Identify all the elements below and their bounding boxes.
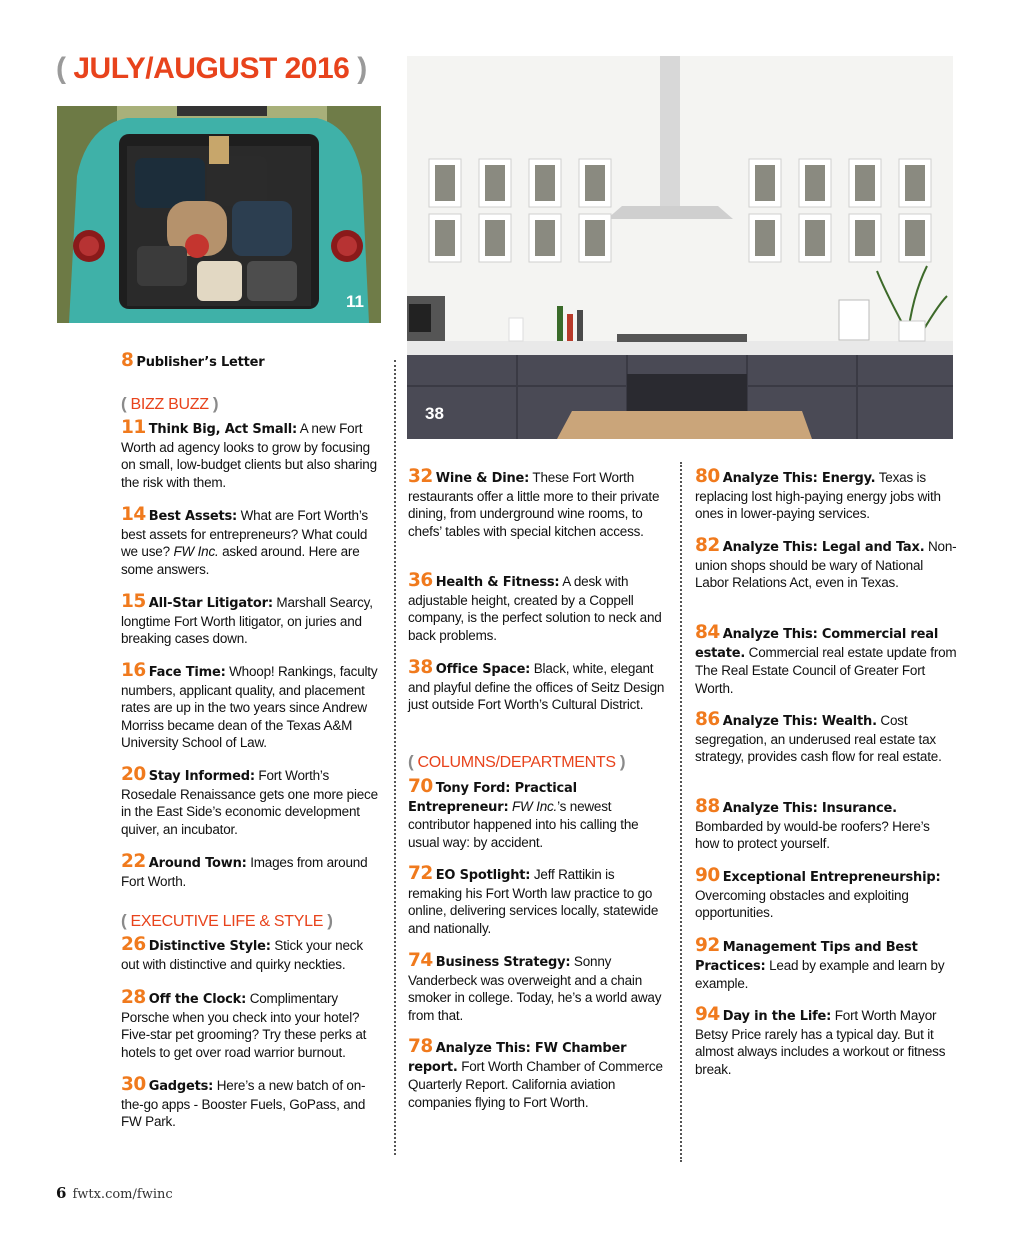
toc-entry xyxy=(121,766,383,838)
car-photo-page-number: 11 xyxy=(346,292,364,311)
page-number: 70 xyxy=(408,776,433,797)
entry-title: Analyze This: Legal and Tax. xyxy=(722,540,925,555)
toc-entry xyxy=(695,937,957,993)
column-divider-left xyxy=(394,360,396,1155)
page-number: 84 xyxy=(695,622,720,643)
entry-text: Lead by example and learn by example. xyxy=(695,957,945,991)
entry-title: Stay Informed: xyxy=(148,769,255,784)
entry-title: Exceptional Entrepreneurship: xyxy=(722,870,941,885)
entry-title: Around Town: xyxy=(148,856,247,871)
page-number: 90 xyxy=(695,865,720,886)
entry-title: Analyze This: Energy. xyxy=(722,471,876,486)
entry-title: Face Time: xyxy=(148,665,226,680)
page-number: 78 xyxy=(408,1036,433,1057)
toc-entry xyxy=(695,537,957,592)
entry-italic: FW Inc. xyxy=(508,798,558,814)
entry-text: Fort Worth Chamber of Commerce Quarterly Report. California aviation companies flying to Fort Worth. xyxy=(408,1058,663,1110)
entry-text: Complimentary Porsche when you check into your hotel? Five-star pet grooming? Try these perks at hotels to get over road warrior burnout. xyxy=(121,991,367,1060)
toc-entry xyxy=(408,659,670,714)
entry-title: Office Space: xyxy=(435,662,531,677)
entry-text: Fort Worth Mayor Betsy Price rarely has a typical day. But it almost always includes a workout or fitness break. xyxy=(695,1008,946,1077)
entry-text: These Fort Worth restaurants offer a little more to their private dining, from underground wine rooms, to chefs’ tables with special kitchen access. xyxy=(408,470,660,539)
toc-entry xyxy=(408,952,670,1024)
entry-title: Management Tips and Best Practices: xyxy=(695,940,918,974)
entry-text: Texas is replacing lost high-paying energy jobs with ones in lower-paying services. xyxy=(695,470,941,521)
kitchen-photo-page-number: 38 xyxy=(425,404,444,423)
toc-entry xyxy=(121,989,383,1061)
entry-text: Images from around Fort Worth. xyxy=(121,855,368,889)
page-number: 11 xyxy=(121,417,146,438)
toc-entry xyxy=(408,1038,670,1111)
toc-entry xyxy=(408,572,670,644)
entry-text: Fort Worth’s Rosedale Renaissance gets one more piece in the East Side’s economic development quiver, an incubator. xyxy=(121,768,378,837)
toc-entry xyxy=(695,468,957,523)
toc-entry xyxy=(695,1006,957,1078)
entry-text: Bombarded by would-be roofers? Here’s how to protect yourself. xyxy=(695,818,930,851)
entry-text: ’s newest contributor happened into his calling the usual way: by accident. xyxy=(408,798,639,850)
page-number: 92 xyxy=(695,935,720,956)
page-number: 82 xyxy=(695,535,720,556)
entry-title: Analyze This: Insurance. xyxy=(722,801,897,816)
toc-entry xyxy=(408,468,670,540)
car-trunk-photo xyxy=(57,106,381,323)
page-number: 22 xyxy=(121,851,146,872)
entry-title: Distinctive Style: xyxy=(148,939,271,954)
toc-entry xyxy=(695,867,957,922)
entry-title: Day in the Life: xyxy=(722,1009,832,1024)
entry-text: A desk with adjustable height, created by a Coppell company, is the perfect solution to neck and back problems. xyxy=(408,574,662,643)
kitchen-illustration xyxy=(407,56,953,439)
page-number: 38 xyxy=(408,657,433,678)
entry-text: Here’s a new batch of on-the-go apps - Booster Fuels, GoPass, and FW Park. xyxy=(121,1078,366,1129)
entry-title: Off the Clock: xyxy=(148,992,247,1007)
entry-title: Health & Fitness: xyxy=(435,575,560,590)
entry-title: Analyze This: FW Chamber report. xyxy=(408,1041,627,1075)
toc-entry xyxy=(121,352,383,372)
section-header-bizz-buzz: ( BIZZ BUZZ ) xyxy=(121,394,219,413)
entry-text: Overcoming obstacles and exploiting opportunities. xyxy=(695,887,909,920)
toc-entry xyxy=(121,1076,383,1131)
entry-title: Best Assets: xyxy=(148,509,238,524)
toc-entry xyxy=(695,624,957,697)
entry-title: Publisher’s Letter xyxy=(136,355,265,370)
footer-url: fwtx.com/fwinc xyxy=(72,1187,173,1202)
entry-title: Analyze This: Wealth. xyxy=(722,714,877,729)
entry-title: Gadgets: xyxy=(148,1079,214,1094)
toc-entry xyxy=(695,711,957,766)
open-paren: ( xyxy=(56,52,66,85)
page-number: 80 xyxy=(695,466,720,487)
page-number: 20 xyxy=(121,764,146,785)
page-number: 8 xyxy=(121,350,134,371)
footer-page-number: 6 xyxy=(56,1184,67,1202)
page-number: 74 xyxy=(408,950,433,971)
page-number: 28 xyxy=(121,987,146,1008)
car-trunk-illustration xyxy=(57,106,381,323)
toc-entry xyxy=(408,865,670,937)
page-number: 36 xyxy=(408,570,433,591)
entry-title: All-Star Litigator: xyxy=(148,596,273,611)
entry-title: Analyze This: Commercial real estate. xyxy=(695,627,939,661)
entry-text: What are Fort Worth’s best assets for entrepreneurs? What could we use? xyxy=(121,508,368,559)
toc-entry xyxy=(121,506,383,578)
toc-entry xyxy=(408,778,670,851)
toc-entry xyxy=(695,798,957,853)
entry-text: Black, white, elegant and playful define the offices of Seitz Design just outside Fort Worth’s Cultural District. xyxy=(408,661,665,712)
section-header-columns: ( COLUMNS/DEPARTMENTS ) xyxy=(408,752,626,771)
entry-text: Sonny Vanderbeck was overweight and a chain smoker in college. Today, he’s a world away from that. xyxy=(408,954,662,1023)
entry-title: Wine & Dine: xyxy=(435,471,530,486)
section-header-executive-life: ( EXECUTIVE LIFE & STYLE ) xyxy=(121,911,333,930)
entry-italic: FW Inc. xyxy=(169,544,219,559)
page-footer xyxy=(56,1184,173,1202)
toc-entry xyxy=(121,936,383,973)
entry-title: Business Strategy: xyxy=(435,955,571,970)
issue-title: JULY/AUGUST 2016 xyxy=(73,52,350,85)
toc-entry xyxy=(121,662,383,752)
entry-text: Marshall Searcy, longtime Fort Worth litigator, on juries and breaking cases down. xyxy=(121,595,373,646)
page-number: 94 xyxy=(695,1004,720,1025)
toc-entry xyxy=(121,853,383,890)
kitchen-office-photo xyxy=(407,56,953,439)
page-number: 72 xyxy=(408,863,433,884)
section-title: EXECUTIVE LIFE & STYLE xyxy=(130,913,324,930)
toc-entry xyxy=(121,593,383,648)
section-title: COLUMNS/DEPARTMENTS xyxy=(417,754,616,771)
page-number: 88 xyxy=(695,796,720,817)
column-divider-right xyxy=(680,462,682,1162)
entry-text: Cost segregation, an underused real estate tax strategy, provides cash flow for real estate. xyxy=(695,713,942,764)
page-number: 32 xyxy=(408,466,433,487)
entry-title: Think Big, Act Small: xyxy=(148,422,297,437)
entry-text: asked around. Here are some answers. xyxy=(121,544,360,577)
entry-text: Jeff Rattikin is remaking his Fort Worth law practice to go online, delivering services locally, statewide and nationally. xyxy=(408,867,659,936)
entry-text: Commercial real estate update from The Real Estate Council of Greater Fort Worth. xyxy=(695,644,957,696)
page-number: 14 xyxy=(121,504,146,525)
entry-text: A new Fort Worth ad agency looks to grow by focusing on small, low-budget clients but also sharing the risk with them. xyxy=(121,421,377,490)
page-number: 15 xyxy=(121,591,146,612)
entry-title: EO Spotlight: xyxy=(435,868,531,883)
entry-text: Stick your neck out with distinctive and quirky neckties. xyxy=(121,938,363,972)
section-title: BIZZ BUZZ xyxy=(130,396,209,413)
entry-text: Whoop! Rankings, faculty numbers, applicant quality, and placement rates are up in the two years since Andrew Morriss became dean of the Texas A&M University School of Law. xyxy=(121,664,378,750)
issue-header xyxy=(56,52,367,86)
entry-text: Non-union shops should be wary of National Labor Relations Act, even in Texas. xyxy=(695,539,957,590)
page-number: 26 xyxy=(121,934,146,955)
close-paren: ) xyxy=(357,52,367,85)
entry-title: Tony Ford: Practical Entrepreneur: xyxy=(408,781,577,815)
page-number: 16 xyxy=(121,660,146,681)
page-number: 30 xyxy=(121,1074,146,1095)
page-number: 86 xyxy=(695,709,720,730)
toc-entry xyxy=(121,419,383,491)
